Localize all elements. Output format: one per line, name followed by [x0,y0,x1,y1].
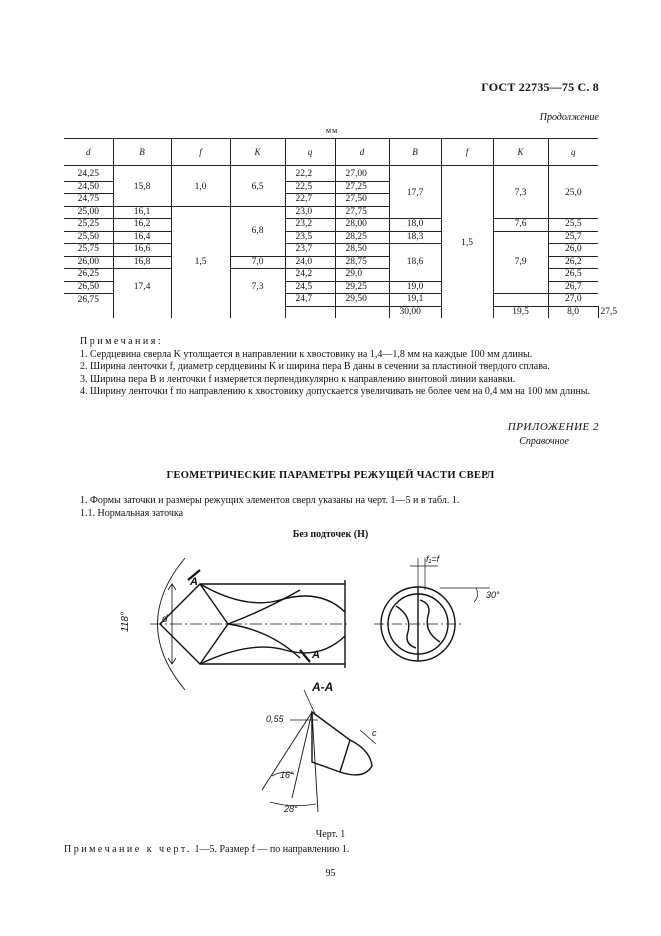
cell: 24,2 [285,269,335,282]
flute-curve [228,590,300,624]
standard-header: ГОСТ 22735—75 С. 8 [481,80,599,94]
figure-note-text: 1—5. Размер f — по направлению 1. [194,844,350,855]
cell: 18,3 [389,231,441,244]
col-header-k2: K [493,139,548,166]
section-body [312,712,350,772]
cell: 16,6 [113,244,171,257]
cell: 7,6 [493,219,548,232]
cell: 7,3 [493,166,548,219]
cell: 22,5 [285,181,335,194]
table-unit: мм [326,126,339,135]
col-header-q: q [285,139,335,166]
col-header-f: f [171,139,230,166]
cell: 26,00 [64,256,113,269]
cell: 24,50 [64,181,113,194]
section-mark [300,650,310,662]
cell: 27,0 [548,294,598,307]
figure-note-label: Примечание к черт. [64,844,193,855]
figure-subtitle: Без подточек (Н) [292,529,369,540]
cell: 26,7 [548,281,598,294]
cell: 7,0 [230,256,285,269]
drill-side-view [120,558,350,690]
section-title-label: A-A [312,680,334,694]
cell [285,306,335,318]
col-header-b2: B [389,139,441,166]
cell: 25,7 [548,231,598,244]
diameter-label: d [162,614,168,625]
angle-label: 28° [284,804,298,814]
cell: 28,25 [335,231,389,244]
paragraph: 1. Формы заточки и размеры режущих элементов сверл указаны на черт. 1—5 и в табл. 1. [80,495,460,506]
cell: 25,0 [548,166,598,219]
appendix-type: Справочное [519,436,569,447]
cell: 29,25 [335,281,389,294]
cell: 6,8 [230,206,285,256]
note-item: 4. Ширину ленточки f по направлению к хвостовику допускается увеличивать не более чем на 0,4 мм на 100 мм длины. [80,386,591,397]
dimension-label: c [372,728,377,738]
cell: 24,7 [285,294,335,307]
cell: 26,5 [548,269,598,282]
paragraph: 1.1. Нормальная заточка [80,507,184,519]
drill-end-view [374,554,500,661]
note-item: 2. Ширина ленточки f, диаметр сердцевины K и ширина пера B даны в сечении за пластиной твердого сплава. [80,361,550,372]
cell: 27,00 [335,166,389,182]
cell: 26,50 [64,281,113,294]
cell: 18,0 [389,219,441,232]
notes-heading: Примечания: [80,336,164,347]
f1-label: f₁=f [426,554,440,564]
section-title: ГЕОМЕТРИЧЕСКИЕ ПАРАМЕТРЫ РЕЖУЩЕЙ ЧАСТИ СВЕРЛ [166,470,495,481]
col-header-b: B [113,139,171,166]
section-label-a: A [312,649,320,661]
cell: 6,5 [230,166,285,207]
dimension-label: 0,55 [266,714,284,724]
figure-caption: Черт. 1 [315,829,346,840]
cell: 7,3 [230,269,285,307]
cell: 24,25 [64,166,113,182]
table-row [64,219,598,232]
cell: 27,25 [335,181,389,194]
cell: 27,75 [335,206,389,219]
cell: 24,5 [285,281,335,294]
angle-label: 16° [280,770,294,780]
cell: 23,2 [285,219,335,232]
section-label-a: A [190,576,198,588]
flute-curve [200,636,345,664]
cell: 25,50 [64,231,113,244]
cell [64,306,113,318]
cell: 19,1 [389,294,441,307]
cell: 1,0 [171,166,230,207]
col-header-q2: q [548,139,598,166]
cell: 18,6 [389,244,441,282]
cell: 24,75 [64,194,113,207]
table-row [64,231,598,244]
cell: 30,00 [389,306,441,318]
cell: 28,75 [335,256,389,269]
col-header-k: K [230,139,285,166]
drill-geometry-drawing [0,540,661,830]
flute-curve [228,624,300,658]
drill-dimensions-table [64,138,618,318]
cell: 29,0 [335,269,389,282]
cell: 22,2 [285,166,335,182]
flute-curve [200,584,345,612]
cell: 27,50 [335,194,389,207]
cell: 1,5 [441,166,493,319]
cell: 15,8 [113,166,171,207]
cell: 25,5 [548,219,598,232]
angle-label: 30° [486,590,500,600]
cell: 23,7 [285,244,335,257]
section-a-a-view [262,680,377,814]
page-number: 95 [325,868,336,879]
cell: 22,7 [285,194,335,207]
cell: 19,0 [389,281,441,294]
angle-arc [474,588,478,602]
cell [335,306,389,318]
cell: 17,4 [113,269,171,307]
cell: 23,5 [285,231,335,244]
table-header-row [64,139,598,166]
note-item: 3. Ширина пера B и ленточки f измеряется перпендикулярно к направлению винтовой линии канавки. [80,373,516,385]
col-header-d: d [64,139,113,166]
cell: 16,2 [113,219,171,232]
continuation-label: Продолжение [539,112,599,123]
cell: 26,25 [64,269,113,282]
note-item: 1. Сердцевина сверла K утолщается в направлении к хвостовику на 1,4—1,8 мм на каждые 100 мм длины. [80,348,533,360]
col-header-f2: f [441,139,493,166]
cell: 25,75 [64,244,113,257]
end-view-flute [420,600,440,642]
notes-block [64,336,598,399]
cell: 29,50 [335,294,389,307]
cell: 7,9 [493,231,548,294]
cell: 16,8 [113,256,171,269]
angle-label: 118° [120,612,131,632]
figure-note [64,844,349,855]
cell: 1,5 [171,206,230,318]
cell: 24,0 [285,256,335,269]
cell: 16,1 [113,206,171,219]
cell: 17,7 [389,166,441,219]
angle-leg [292,712,312,798]
cell: 19,5 [493,306,548,318]
section-text [64,495,598,520]
cell: 26,2 [548,256,598,269]
cell: 26,0 [548,244,598,257]
cell [230,306,285,318]
cell: 25,00 [64,206,113,219]
cell: 8,0 [548,306,598,318]
cell: 28,00 [335,219,389,232]
cell: 23,0 [285,206,335,219]
table-row: 30,00 19,5 8,0 27,5 [64,306,598,318]
end-view-flute [396,606,416,648]
cell: 26,75 [77,294,99,305]
cell [113,306,171,318]
cell: 25,25 [64,219,113,232]
cell: 16,4 [113,231,171,244]
appendix-label: ПРИЛОЖЕНИЕ 2 [507,421,599,433]
cell: 28,50 [335,244,389,257]
table-row [64,166,598,182]
col-header-d2: d [335,139,389,166]
